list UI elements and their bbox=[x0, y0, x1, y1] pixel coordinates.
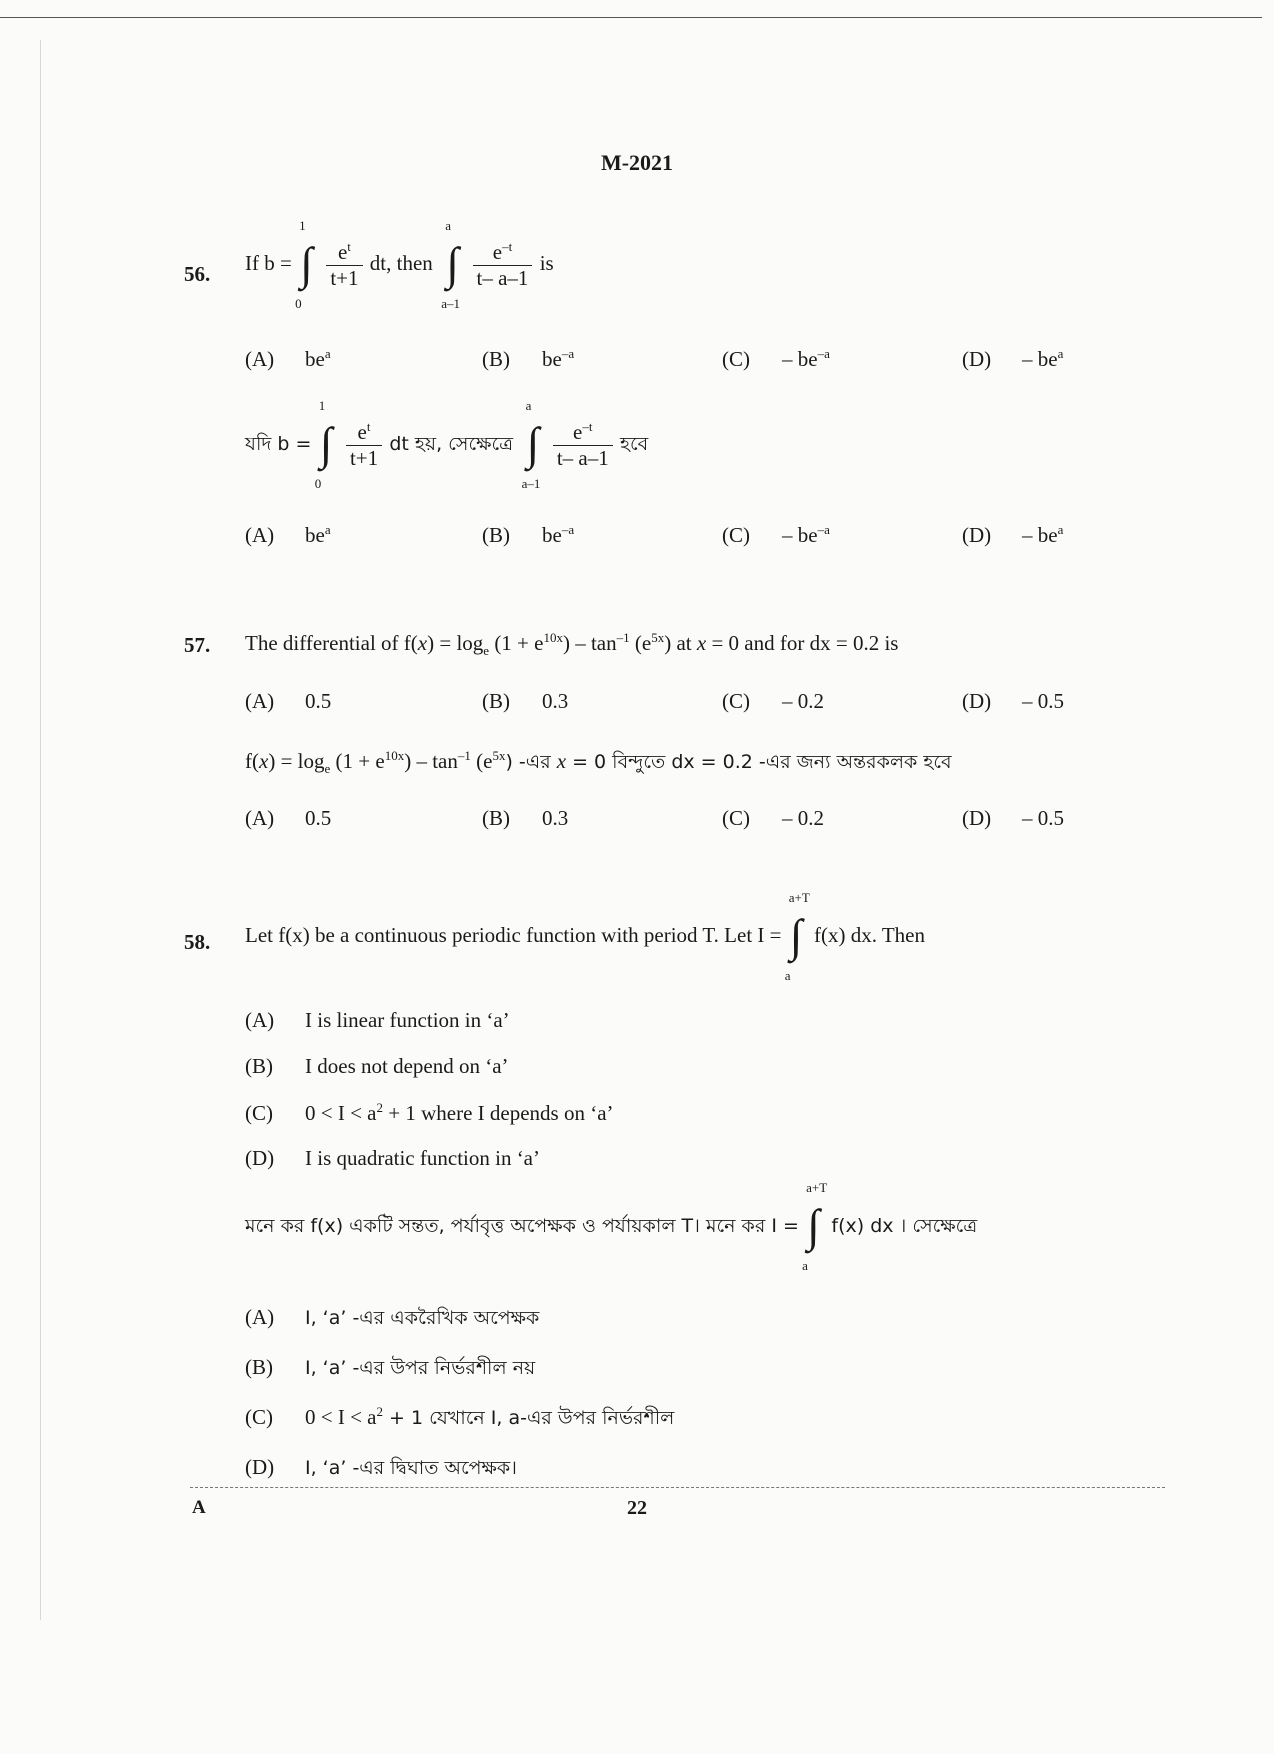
page-number: 22 bbox=[627, 1497, 647, 1519]
q58-bn-option-c: (C) $0 < I < a^2 + 1$ যেখানে I, a-এর উপর নির্ভরশীল bbox=[245, 1404, 675, 1429]
q58-bn-pre: মনে কর f(x) একটি সন্তত, পর্যাবৃত্ত অপেক্ষক ও পর্যায়কাল T। মনে কর I = bbox=[245, 1214, 799, 1237]
q58-bn-option-a: (A) I, ‘a’ -এর একরৈখিক অপেক্ষক bbox=[245, 1305, 540, 1329]
fraction: $\frac{e^t}{t+1}$ bbox=[326, 239, 362, 291]
q58-option-a: (A) I is linear function in ‘a’ bbox=[245, 1008, 510, 1032]
q56-bn-option-c: $(C) - be^{-a}$ bbox=[722, 522, 830, 547]
top-rule bbox=[0, 17, 1262, 18]
q57-statement-bn: $f(x) = \log_e (1 + e^{10x}) - \tan^{-1} (e^{5x})$ -এর x = 0 বিন্দুতে dx = 0.2 -এর জন্য অন্তরকলক হবে bbox=[245, 748, 952, 777]
q58-en-post: f(x) dx. Then bbox=[814, 922, 925, 947]
q56-en-pre: If b = bbox=[245, 250, 292, 275]
q56-option-d: $(D) - be^a$ bbox=[962, 346, 1064, 371]
integral-sign: ∫ 1 0 bbox=[314, 398, 333, 491]
fraction: $\frac{e^{-t}}{t- a-1}$ bbox=[473, 239, 533, 291]
q57-option-b: (B) 0.3 bbox=[482, 689, 569, 713]
question-number-56: 56. bbox=[184, 262, 211, 286]
q58-bn-post: f(x) dx । সেক্ষেত্রে bbox=[831, 1214, 978, 1237]
integral-sign: ∫ a a–1 bbox=[441, 218, 461, 311]
q58-statement-bn bbox=[245, 1180, 978, 1273]
q58-bn-option-d: (D) I, ‘a’ -এর দ্বিঘাত অপেক্ষক। bbox=[245, 1455, 517, 1479]
q56-bn-post: হবে bbox=[619, 432, 649, 455]
q58-option-b: (B) I does not depend on ‘a’ bbox=[245, 1054, 509, 1078]
q56-bn-option-b: (B) $be^{-a}$ bbox=[482, 522, 575, 547]
q57-option-c: (C) – 0.2 bbox=[722, 689, 824, 713]
q57-bn-option-a: (A) 0.5 bbox=[245, 806, 332, 830]
q58-option-d: (D) I is quadratic function in ‘a’ bbox=[245, 1146, 540, 1170]
integral-sign: ∫ 1 0 bbox=[295, 218, 313, 311]
margin-line bbox=[40, 40, 41, 1620]
footer-rule bbox=[190, 1487, 1165, 1488]
q57-option-a: (A) 0.5 bbox=[245, 689, 332, 713]
q57-statement-en: The differential of $f(x) = \log_e (1 + e^{10x}) - \tan^{-1} (e^{5x})$ at x = 0 and for dx = 0.2 is bbox=[245, 630, 899, 659]
integral-sign: ∫ a a–1 bbox=[521, 398, 541, 491]
q56-option-a: (A) $be^a$ bbox=[245, 346, 331, 371]
q58-bn-option-b: (B) I, ‘a’ -এর উপর নির্ভরশীল নয় bbox=[245, 1355, 536, 1379]
q57-bn-option-c: (C) – 0.2 bbox=[722, 806, 824, 830]
q56-bn-after1: dt হয়, সেক্ষেত্রে bbox=[389, 432, 514, 455]
fraction: $\frac{e^{-t}}{t- a-1}$ bbox=[553, 419, 613, 471]
q57-bn-option-d: (D) – 0.5 bbox=[962, 806, 1064, 830]
q56-option-c: $(C) - be^{-a}$ bbox=[722, 346, 830, 371]
booklet-series: A bbox=[192, 1497, 206, 1518]
integral-sign: ∫ a+T a bbox=[784, 890, 810, 983]
q56-statement-bn bbox=[245, 398, 649, 491]
q57-option-d: (D) – 0.5 bbox=[962, 689, 1064, 713]
q57-bn-option-b: (B) 0.3 bbox=[482, 806, 569, 830]
q56-bn-option-a: (A) $be^a$ bbox=[245, 522, 331, 547]
q56-en-after1: dt, then bbox=[369, 250, 433, 275]
q58-statement-en bbox=[245, 890, 925, 983]
fraction: $\frac{e^t}{t+1}$ bbox=[346, 419, 382, 471]
exam-code: M-2021 bbox=[600, 150, 674, 175]
q56-option-b: (B) $be^{-a}$ bbox=[482, 346, 575, 371]
q56-statement-en bbox=[245, 218, 554, 311]
q58-option-c: (C) $0 < I < a^2 + 1$ where I depends on ‘a’ bbox=[245, 1100, 614, 1125]
q56-en-post: is bbox=[539, 250, 554, 275]
q58-en-pre: Let f(x) be a continuous periodic function with period T. Let I = bbox=[245, 922, 782, 947]
q56-bn-option-d: $(D) - be^a$ bbox=[962, 522, 1064, 547]
question-number-57: 57. bbox=[184, 633, 211, 657]
integral-sign: ∫ a+T a bbox=[802, 1180, 828, 1273]
question-number-58: 58. bbox=[184, 930, 211, 954]
q56-bn-pre: যদি b = bbox=[245, 432, 312, 455]
